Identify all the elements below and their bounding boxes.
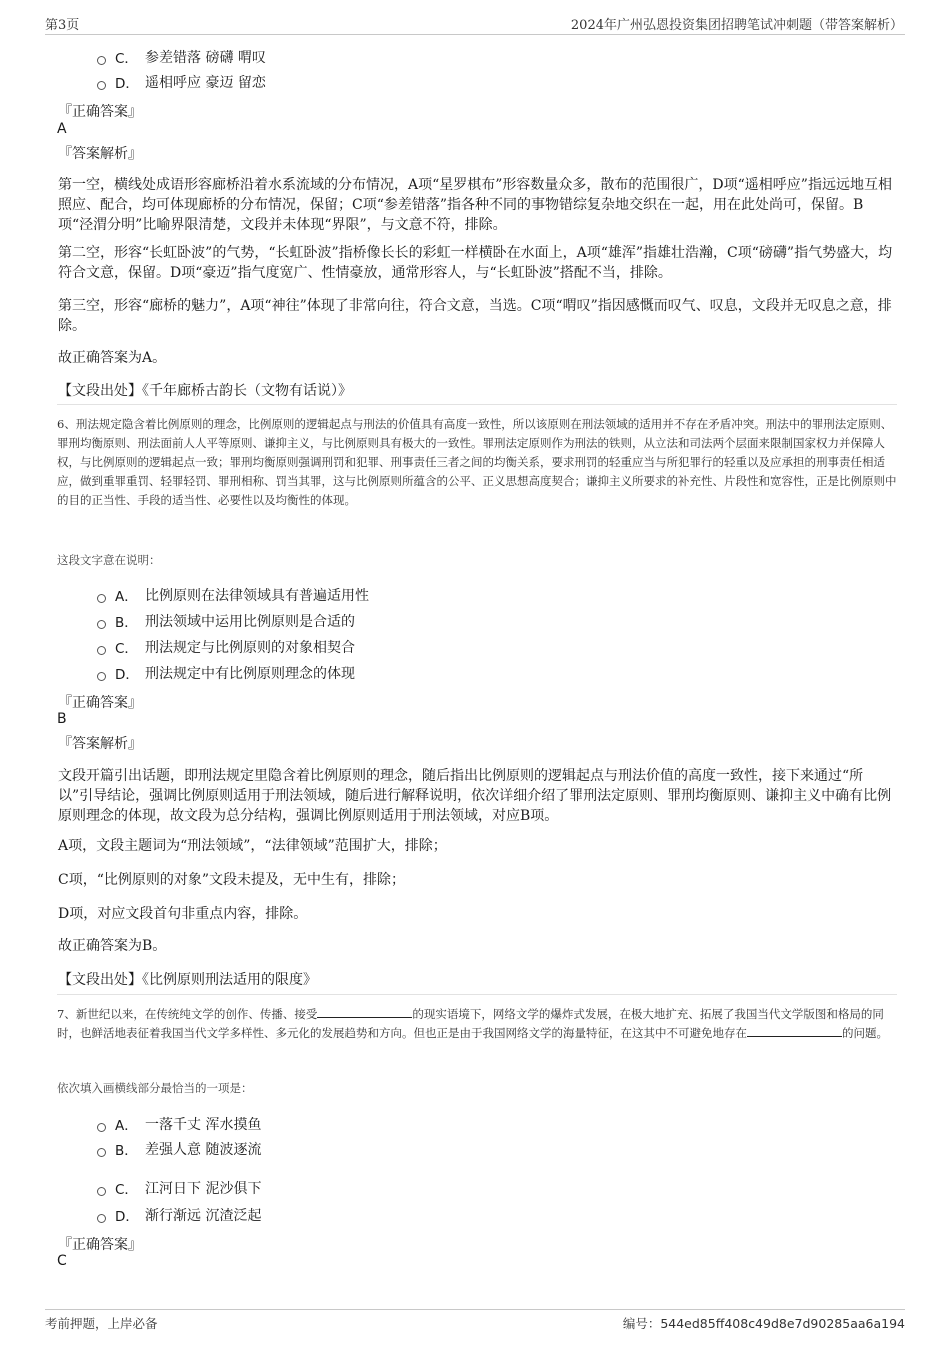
q7-option-a[interactable]: A． 一落千丈 浑水摸鱼 xyxy=(97,1114,261,1134)
q7-option-c[interactable]: C． 江河日下 泥沙俱下 xyxy=(97,1178,261,1198)
q6-answer-label: 『正确答案』 xyxy=(58,695,142,711)
radio-icon[interactable] xyxy=(97,672,106,681)
q6-option-d[interactable]: D． 刑法规定中有比例原则理念的体现 xyxy=(97,663,355,683)
q5-option-d[interactable]: D． 遥相呼应 豪迈 留恋 xyxy=(97,72,266,92)
q6-analysis-para-2: A项，文段主题词为“刑法领域”，“法律领域”范围扩大，排除； xyxy=(58,838,447,854)
footer-code: 编号：544ed85ff408c49d8e7d90285aa6a194 xyxy=(622,1316,905,1331)
q7-option-d[interactable]: D． 渐行渐远 沉渣泛起 xyxy=(97,1205,261,1225)
radio-icon[interactable] xyxy=(97,646,106,655)
q6-conclusion: 故正确答案为B。 xyxy=(58,938,167,954)
q7-option-b[interactable]: B． 差强人意 随波逐流 xyxy=(97,1139,261,1159)
q7-answer-label: 『正确答案』 xyxy=(58,1237,142,1253)
question-divider xyxy=(57,404,897,405)
q6-source: 【文段出处】《比例原则刑法适用的限度》 xyxy=(58,972,317,988)
q5-option-c[interactable]: C． 参差错落 磅礴 喟叹 xyxy=(97,47,266,67)
radio-icon[interactable] xyxy=(97,594,106,603)
q5-source: 【文段出处】《千年廊桥古韵长（文物有话说）》 xyxy=(58,383,352,399)
footer-divider xyxy=(45,1309,905,1310)
radio-icon[interactable] xyxy=(97,1123,106,1132)
radio-icon[interactable] xyxy=(97,1148,106,1157)
q5-answer-label: 『正确答案』 xyxy=(58,104,142,120)
page-number: 第3页 xyxy=(45,18,80,33)
radio-icon[interactable] xyxy=(97,81,106,90)
q5-conclusion: 故正确答案为A。 xyxy=(58,350,167,366)
q5-analysis-label: 『答案解析』 xyxy=(58,146,142,162)
q6-analysis-label: 『答案解析』 xyxy=(58,736,142,752)
q7-answer: C xyxy=(57,1253,67,1269)
q6-prompt: 这段文字意在说明： xyxy=(57,553,161,567)
q6-analysis-para-3: C项，“比例原则的对象”文段未提及，无中生有，排除； xyxy=(58,872,406,888)
q5-answer: A xyxy=(57,121,67,137)
radio-icon[interactable] xyxy=(97,56,106,65)
question-divider xyxy=(57,994,897,995)
radio-icon[interactable] xyxy=(97,620,106,629)
fill-blank-1[interactable] xyxy=(317,1006,412,1018)
q6-option-c[interactable]: C． 刑法规定与比例原则的对象相契合 xyxy=(97,637,355,657)
q6-stem: 6、刑法规定隐含着比例原则的理念，比例原则的逻辑起点与刑法的价值具有高度一致性，所以该原则在刑法领域的适用并不存在矛盾冲突。刑法中的罪刑法定原则、罪刑均衡原则、刑法面前人人平等原则、谦抑主义，与比例原则具有极大的一致性。罪刑法定原则作为刑法的铁则，从立法和司法两个层面来限制国家权力并保障人权，与比例原则的逻辑起点一致；罪刑均衡原则强调刑罚和犯罪、刑事责任三者之间的均衡关系，要求刑罚的轻重应当与所犯罪行的轻重以及应承担的刑事责任相适应，做到重罪重罚、轻罪轻罚、罪刑相称、罚当其罪，这与比例原则所蕴含的公平、正义思想高度契合；谦抑主义所要求的补充性、片段性和宽容性，正是比例原则中的目的正当性、手段的适当性、必要性以及均衡性的体现。 xyxy=(57,417,897,507)
q6-option-a[interactable]: A． 比例原则在法律领域具有普遍适用性 xyxy=(97,585,369,605)
header-divider xyxy=(45,34,905,35)
fill-blank-2[interactable] xyxy=(747,1025,842,1037)
q7-stem: 7、新世纪以来，在传统纯文学的创作、传播、接受 的现实语境下，网络文学的爆炸式发展，在极大地扩充、拓展了我国当代文学版图和格局的同时，也鲜活地表征着我国当代文学多样性、多元化的发展趋势和方向。但也正是由于我国网络文学的海量特征，在这其中不可避免地存在 的问题。 xyxy=(57,1007,888,1040)
q5-analysis-para-2: 第二空，形容“长虹卧波”的气势，“长虹卧波”指桥像长长的彩虹一样横卧在水面上，A项“雄浑”指雄壮浩瀚，C项“磅礴”指气势盛大，均符合文意，保留。D项“豪迈”指气度宽广、性情豪放，通常形容人，与“长虹卧波”搭配不当，排除。 xyxy=(58,245,893,281)
document-title: 2024年广州弘恩投资集团招聘笔试冲刺题（带答案解析） xyxy=(570,18,903,33)
q6-answer: B xyxy=(57,711,67,727)
radio-icon[interactable] xyxy=(97,1187,106,1196)
q6-analysis-para-4: D项，对应文段首句非重点内容，排除。 xyxy=(58,906,308,922)
q5-analysis-para-1: 第一空，横线处成语形容廊桥沿着水系流域的分布情况，A项“星罗棋布”形容数量众多，散布的范围很广，D项“遥相呼应”指远远地互相照应、配合，均可体现廊桥的分布情况，保留；C项“参差错落”指各种不同的事物错综复杂地交织在一起，用在此处尚可，保留。B项“泾渭分明”比喻界限清楚，文段并未体现“界限”，与文意不符，排除。 xyxy=(58,177,892,233)
q6-option-b[interactable]: B． 刑法领域中运用比例原则是合适的 xyxy=(97,611,355,631)
q7-prompt: 依次填入画横线部分最恰当的一项是： xyxy=(57,1081,253,1095)
q6-analysis-para-1: 文段开篇引出话题，即刑法规定里隐含着比例原则的理念，随后指出比例原则的逻辑起点与刑法价值的高度一致性，接下来通过“所以”引导结论，强调比例原则适用于刑法领域，随后进行解释说明，依次详细介绍了罪刑法定原则、罪刑均衡原则、谦抑主义中确有比例原则理念的体现，故文段为总分结构，强调比例原则适用于刑法领域，对应B项。 xyxy=(58,768,892,824)
footer-slogan: 考前押题，上岸必备 xyxy=(45,1316,158,1331)
radio-icon[interactable] xyxy=(97,1214,106,1223)
q5-analysis-para-3: 第三空，形容“廊桥的魅力”，A项“神往”体现了非常向往，符合文意，当选。C项“喟叹”指因感慨而叹气、叹息，文段并无叹息之意，排除。 xyxy=(58,298,892,334)
